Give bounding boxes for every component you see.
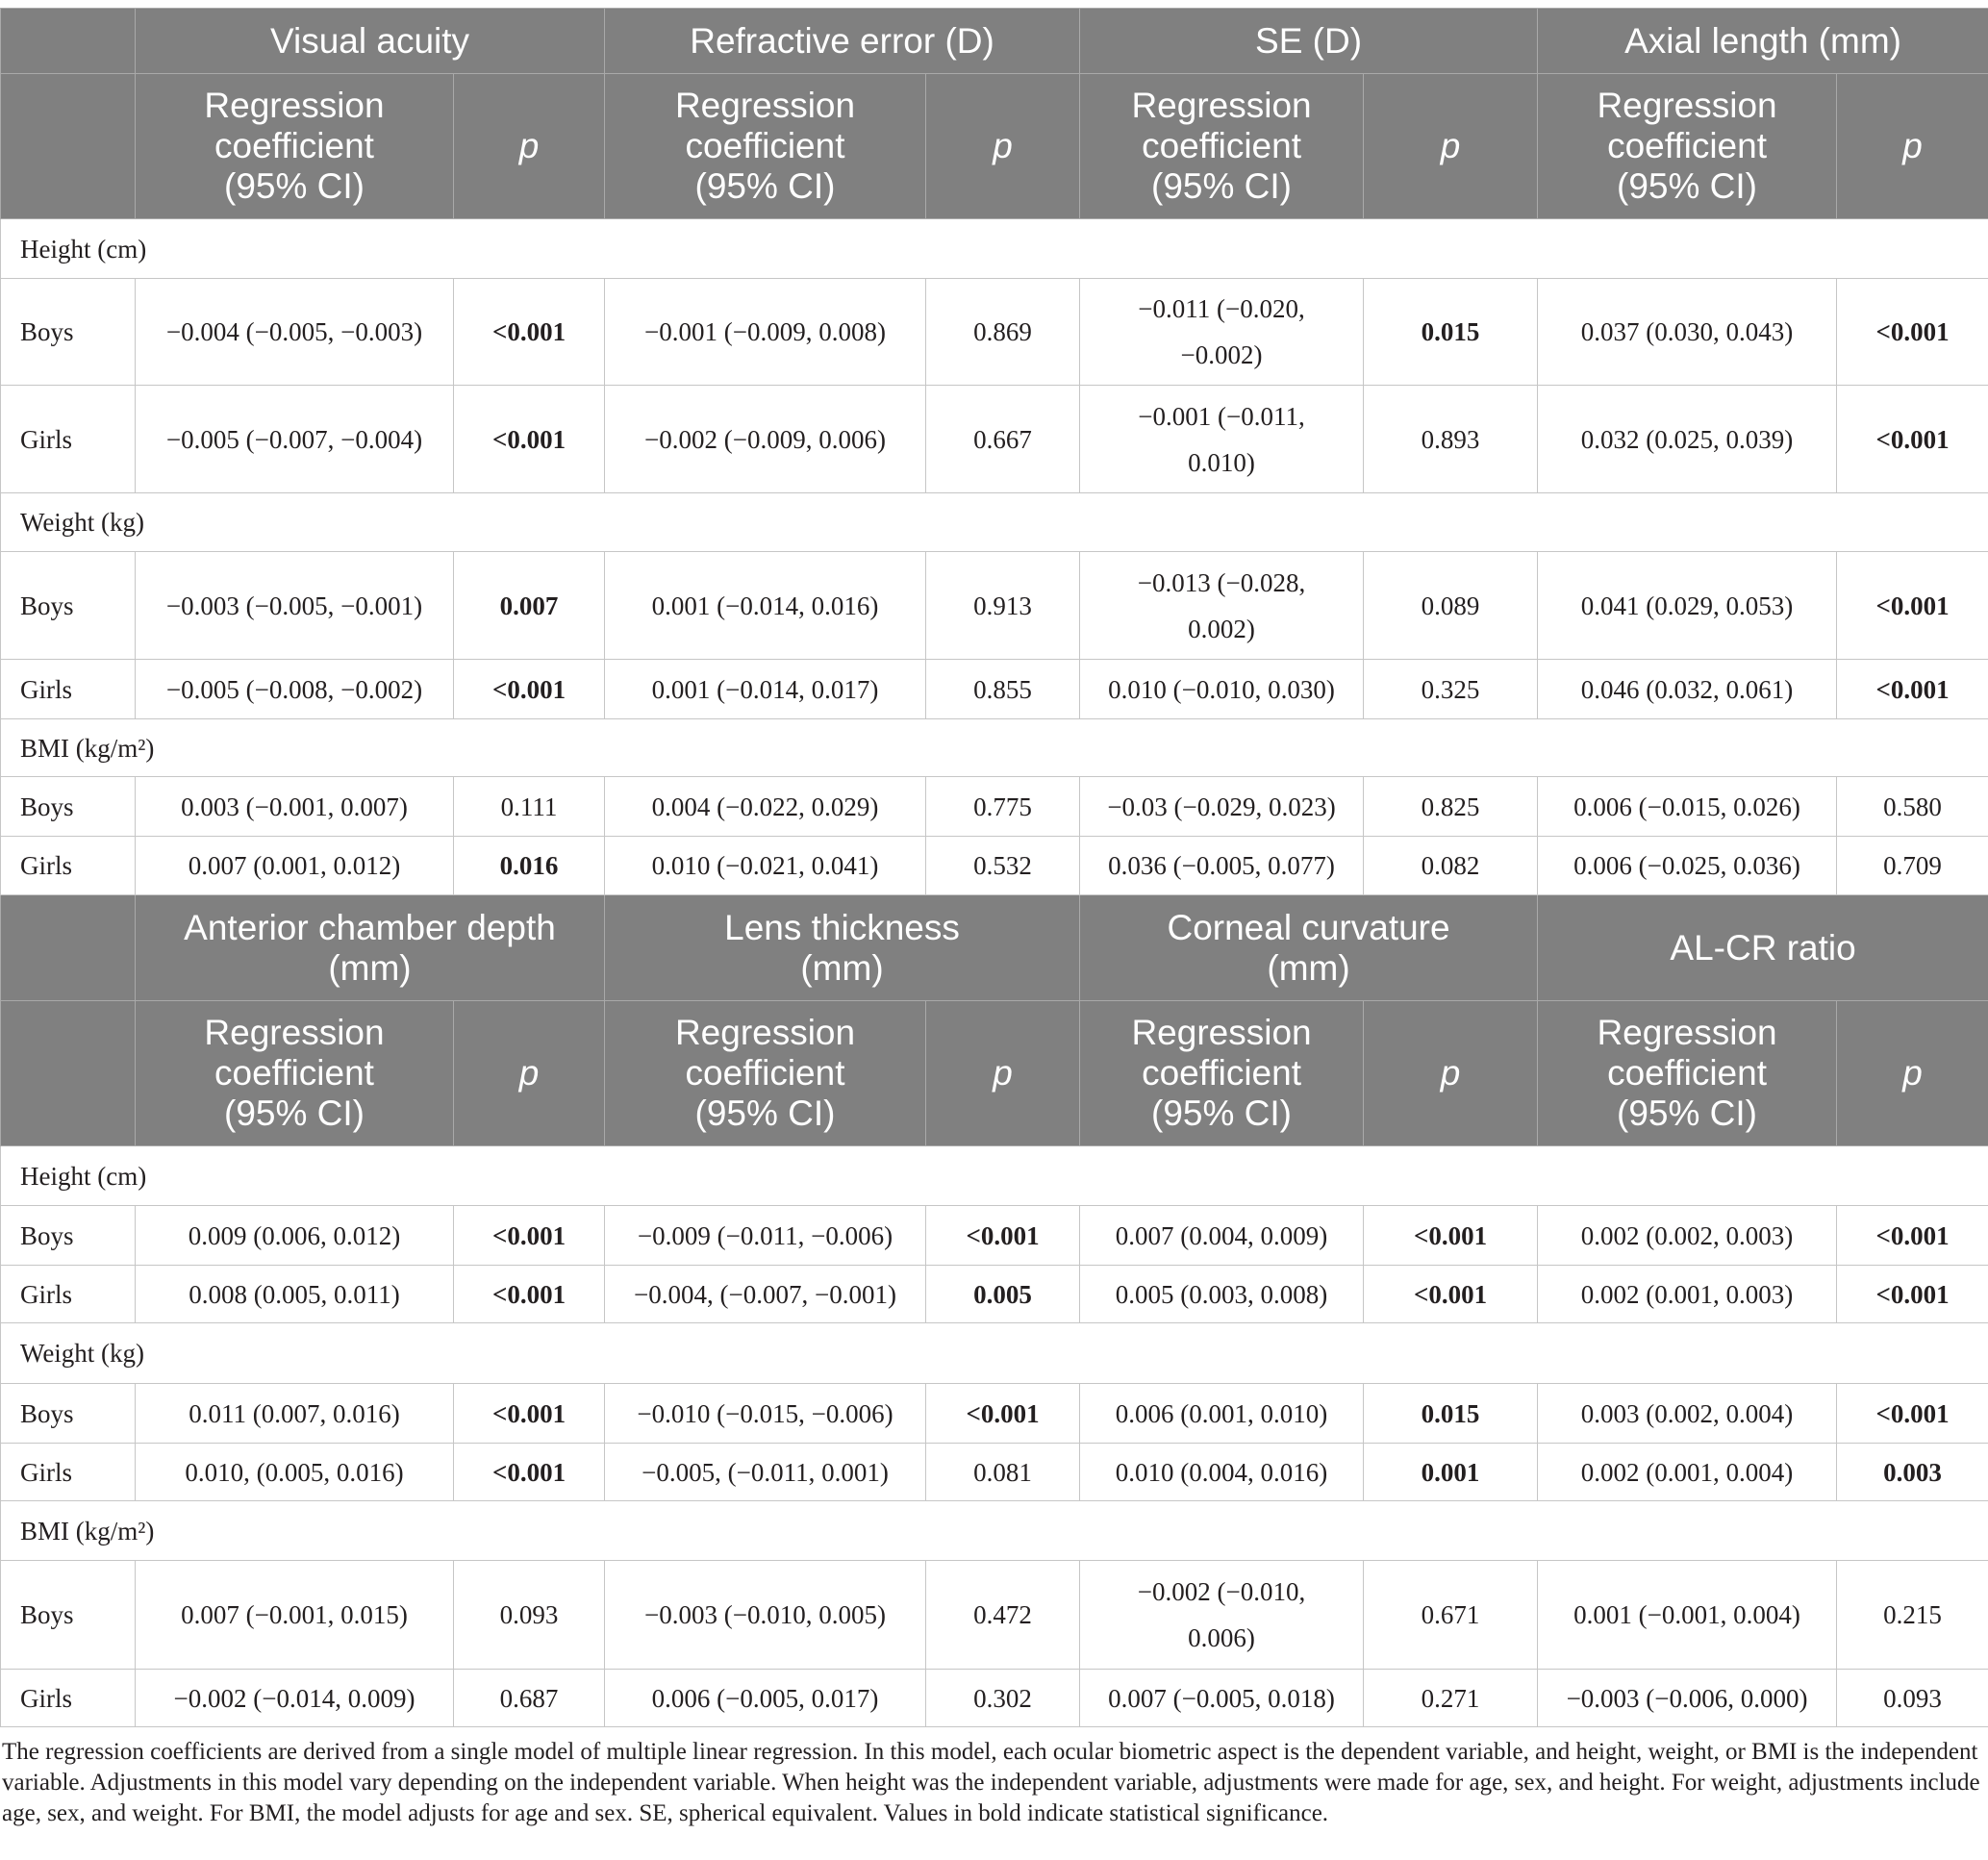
p-value-cell: 0.001: [1364, 1444, 1538, 1501]
table-row: [1, 1670, 1988, 1727]
subheader-row: [1, 1001, 1988, 1146]
p-value-cell: <0.001: [454, 660, 605, 719]
coefficient-value: −0.010 (−0.015, −0.006): [637, 1398, 893, 1428]
coefficient-value: 0.046 (0.032, 0.061): [1580, 674, 1794, 704]
table-row: [1, 279, 1988, 386]
p-value-cell: 0.472: [926, 1561, 1080, 1670]
p-value-cell: <0.001: [1364, 1206, 1538, 1266]
column-header-label: AL-CR ratio: [1670, 927, 1856, 968]
p-value-cell: 0.580: [1837, 777, 1988, 837]
coefficient-value: −0.003 (−0.010, 0.005): [644, 1600, 886, 1629]
coefficient-value: 0.005 (0.003, 0.008): [1115, 1279, 1328, 1309]
p-value-cell: <0.001: [1837, 386, 1988, 493]
coefficient-cell: [1080, 279, 1364, 386]
p-header-label: p: [1902, 1053, 1923, 1093]
p-header-cell: [454, 1001, 605, 1146]
group-label-cell: BMI (kg/m²): [1, 719, 1988, 777]
coefficient-cell: [1080, 1266, 1364, 1323]
coefficient-cell: [1080, 1670, 1364, 1727]
column-header-cell: [1538, 9, 1988, 74]
row-label-cell: Boys: [1, 777, 136, 837]
p-value-cell: 0.869: [926, 279, 1080, 386]
coefficient-cell: [605, 1444, 926, 1501]
coefficient-cell: [136, 1561, 454, 1670]
column-header-cell: [136, 895, 605, 1001]
coefficient-cell: [605, 837, 926, 895]
group-label-cell: Weight (kg): [1, 493, 1988, 552]
row-label-cell: Girls: [1, 1670, 136, 1727]
column-header-label: Refractive error (D): [690, 20, 994, 61]
column-header-label: Axial length (mm): [1624, 20, 1901, 61]
header-corner-cell: [1, 74, 136, 219]
coefficient-cell: [136, 1266, 454, 1323]
p-value-cell: 0.271: [1364, 1670, 1538, 1727]
p-value-cell: 0.825: [1364, 777, 1538, 837]
p-value-cell: 0.215: [1837, 1561, 1988, 1670]
p-value-cell: <0.001: [926, 1206, 1080, 1266]
coefficient-cell: [136, 777, 454, 837]
p-value-cell: <0.001: [1837, 1206, 1988, 1266]
coefficient-value: −0.004 (−0.005, −0.003): [165, 317, 423, 346]
coefficient-header-cell: [605, 1001, 926, 1146]
coefficient-value: 0.007 (−0.005, 0.018): [1108, 1683, 1335, 1713]
p-header-cell: [1364, 74, 1538, 219]
p-header-label: p: [518, 126, 540, 165]
coefficient-value: 0.006 (0.001, 0.010): [1115, 1398, 1328, 1428]
p-value-cell: <0.001: [454, 1384, 605, 1444]
coefficient-value: −0.011 (−0.020, −0.002): [1138, 294, 1305, 369]
column-header-label: SE (D): [1255, 20, 1363, 61]
coefficient-value: −0.03 (−0.029, 0.023): [1107, 792, 1336, 821]
coefficient-cell: [136, 386, 454, 493]
p-value-cell: 0.005: [926, 1266, 1080, 1323]
coefficient-header-label: Regression coefficient (95% CI): [674, 1013, 856, 1133]
coefficient-value: −0.013 (−0.028, 0.002): [1137, 567, 1306, 643]
coefficient-value: −0.002 (−0.010, 0.006): [1137, 1577, 1306, 1652]
coefficient-value: 0.003 (0.002, 0.004): [1580, 1398, 1794, 1428]
p-value-cell: 0.893: [1364, 386, 1538, 493]
coefficient-cell: [1538, 386, 1837, 493]
column-header-label: Visual acuity: [269, 20, 470, 61]
coefficient-cell: [605, 1561, 926, 1670]
coefficient-value: 0.006 (−0.015, 0.026): [1573, 792, 1800, 821]
p-header-label: p: [1440, 1053, 1461, 1093]
column-header-cell: [605, 895, 1080, 1001]
p-header-label: p: [993, 1053, 1013, 1093]
coefficient-value: −0.001 (−0.011, 0.010): [1138, 401, 1305, 477]
coefficient-header-label: Regression coefficient (95% CI): [204, 1013, 385, 1133]
coefficient-cell: [1538, 1266, 1837, 1323]
coefficient-cell: [1538, 660, 1837, 719]
row-label-cell: Boys: [1, 552, 136, 660]
coefficient-header-label: Regression coefficient (95% CI): [1597, 86, 1777, 206]
coefficient-header-cell: [1538, 74, 1837, 219]
row-label-cell: Boys: [1, 1384, 136, 1444]
coefficient-cell: [1538, 1670, 1837, 1727]
table-row: [1, 552, 1988, 660]
coefficient-value: 0.036 (−0.005, 0.077): [1108, 851, 1335, 880]
coefficient-value: 0.006 (−0.025, 0.036): [1573, 851, 1800, 880]
coefficient-header-cell: [1080, 74, 1364, 219]
coefficient-value: 0.003 (−0.001, 0.007): [181, 792, 408, 821]
coefficient-header-label: Regression coefficient (95% CI): [1131, 86, 1312, 206]
coefficient-value: 0.006 (−0.005, 0.017): [651, 1683, 879, 1713]
p-header-label: p: [993, 126, 1013, 165]
table-footnote: The regression coefficients are derived from a single model of multiple linear regression. In this model, each ocular biometric aspect is the dependent variable, and height, weight, or BMI is the independent variable. Adjustments in this model vary depending on the independent variable. When height was the independent variable, adjustments were made for age, sex, and height. For weight, adjustments include age, sex, and weight. For BMI, the model adjusts for age and sex. SE, spherical equivalent. Values in bold indicate statistical significance.: [2, 1739, 1980, 1826]
row-label-cell: Boys: [1, 279, 136, 386]
coefficient-cell: [1080, 1206, 1364, 1266]
coefficient-cell: [1080, 552, 1364, 660]
table-body: [1, 9, 1988, 1727]
coefficient-cell: [605, 660, 926, 719]
p-value-cell: 0.089: [1364, 552, 1538, 660]
coefficient-value: 0.001 (−0.001, 0.004): [1573, 1600, 1800, 1629]
coefficient-value: 0.002 (0.002, 0.003): [1580, 1220, 1794, 1250]
p-value-cell: 0.093: [454, 1561, 605, 1670]
p-value-cell: 0.015: [1364, 279, 1538, 386]
coefficient-value: 0.010 (−0.010, 0.030): [1108, 674, 1335, 704]
row-label-cell: Girls: [1, 386, 136, 493]
p-value-cell: 0.081: [926, 1444, 1080, 1501]
p-value-cell: 0.671: [1364, 1561, 1538, 1670]
p-value-cell: 0.082: [1364, 837, 1538, 895]
coefficient-header-label: Regression coefficient (95% CI): [1131, 1013, 1312, 1133]
coefficient-cell: [605, 279, 926, 386]
subheader-row: [1, 74, 1988, 219]
p-value-cell: 0.775: [926, 777, 1080, 837]
p-value-cell: <0.001: [1837, 279, 1988, 386]
coefficient-value: −0.003 (−0.006, 0.000): [1566, 1683, 1808, 1713]
group-label-cell: Height (cm): [1, 1146, 1988, 1206]
row-label-cell: Girls: [1, 837, 136, 895]
column-header-label: Lens thickness (mm): [724, 907, 960, 988]
p-value-cell: <0.001: [454, 279, 605, 386]
p-value-cell: 0.913: [926, 552, 1080, 660]
coefficient-cell: [1080, 1444, 1364, 1501]
group-label-row: [1, 219, 1988, 279]
coefficient-cell: [605, 386, 926, 493]
coefficient-cell: [136, 1670, 454, 1727]
coefficient-value: −0.005 (−0.007, −0.004): [165, 424, 423, 454]
coefficient-value: 0.004 (−0.022, 0.029): [651, 792, 879, 821]
header-corner-cell: [1, 895, 136, 1001]
column-header-cell: [1538, 895, 1988, 1001]
column-header-cell: [605, 9, 1080, 74]
table-row: [1, 1561, 1988, 1670]
coefficient-cell: [1080, 1384, 1364, 1444]
coefficient-value: −0.002 (−0.009, 0.006): [644, 424, 886, 454]
group-label-row: [1, 493, 1988, 552]
coefficient-cell: [605, 1670, 926, 1727]
coefficient-cell: [136, 552, 454, 660]
coefficient-header-label: Regression coefficient (95% CI): [204, 86, 385, 206]
p-value-cell: 0.855: [926, 660, 1080, 719]
coefficient-value: 0.007 (−0.001, 0.015): [181, 1600, 408, 1629]
coefficient-value: 0.011 (0.007, 0.016): [189, 1398, 400, 1428]
p-value-cell: <0.001: [454, 386, 605, 493]
p-value-cell: <0.001: [1837, 660, 1988, 719]
coefficient-value: 0.007 (0.001, 0.012): [188, 851, 401, 880]
coefficient-value: −0.001 (−0.009, 0.008): [644, 317, 886, 346]
coefficient-cell: [136, 1206, 454, 1266]
p-header-cell: [1837, 74, 1988, 219]
p-value-cell: <0.001: [1837, 552, 1988, 660]
p-header-label: p: [1440, 126, 1461, 165]
column-header-cell: [1080, 9, 1538, 74]
coefficient-value: 0.001 (−0.014, 0.017): [651, 674, 879, 704]
coefficient-cell: [1080, 837, 1364, 895]
table-row: [1, 1206, 1988, 1266]
coefficient-cell: [605, 777, 926, 837]
coefficient-value: 0.008 (0.005, 0.011): [189, 1279, 400, 1309]
p-value-cell: 0.093: [1837, 1670, 1988, 1727]
coefficient-cell: [1080, 386, 1364, 493]
coefficient-value: 0.010 (−0.021, 0.041): [651, 851, 879, 880]
p-value-cell: 0.015: [1364, 1384, 1538, 1444]
coefficient-cell: [1538, 1206, 1837, 1266]
coefficient-value: 0.041 (0.029, 0.053): [1580, 591, 1794, 620]
group-label-cell: Weight (kg): [1, 1323, 1988, 1384]
group-label-cell: Height (cm): [1, 219, 1988, 279]
coefficient-header-label: Regression coefficient (95% CI): [1597, 1013, 1777, 1133]
group-label-row: [1, 1501, 1988, 1561]
coefficient-header-cell: [136, 74, 454, 219]
header-corner-cell: [1, 1001, 136, 1146]
coefficient-value: 0.032 (0.025, 0.039): [1580, 424, 1794, 454]
p-value-cell: <0.001: [1364, 1266, 1538, 1323]
coefficient-header-label: Regression coefficient (95% CI): [674, 86, 856, 206]
header-corner-cell: [1, 9, 136, 74]
coefficient-cell: [1538, 837, 1837, 895]
coefficient-value: 0.001 (−0.014, 0.016): [651, 591, 879, 620]
table-row: [1, 660, 1988, 719]
coefficient-value: 0.010, (0.005, 0.016): [185, 1457, 404, 1487]
row-label-cell: Girls: [1, 660, 136, 719]
coefficient-cell: [605, 1384, 926, 1444]
p-header-cell: [926, 1001, 1080, 1146]
p-value-cell: 0.007: [454, 552, 605, 660]
coefficient-value: −0.002 (−0.014, 0.009): [173, 1683, 415, 1713]
coefficient-value: −0.005, (−0.011, 0.001): [642, 1457, 889, 1487]
column-header-cell: [1080, 895, 1538, 1001]
table-row: [1, 386, 1988, 493]
regression-table: [0, 8, 1988, 1727]
coefficient-header-cell: [605, 74, 926, 219]
column-header-cell: [136, 9, 605, 74]
column-header-label: Corneal curvature (mm): [1167, 907, 1450, 988]
p-value-cell: 0.016: [454, 837, 605, 895]
coefficient-cell: [1080, 660, 1364, 719]
table-row: [1, 1444, 1988, 1501]
coefficient-cell: [1080, 1561, 1364, 1670]
p-header-cell: [1364, 1001, 1538, 1146]
column-header-label: Anterior chamber depth (mm): [184, 907, 556, 988]
p-value-cell: 0.003: [1837, 1444, 1988, 1501]
p-value-cell: <0.001: [454, 1206, 605, 1266]
p-value-cell: 0.687: [454, 1670, 605, 1727]
p-value-cell: <0.001: [454, 1444, 605, 1501]
coefficient-value: 0.007 (0.004, 0.009): [1115, 1220, 1328, 1250]
row-label-cell: Boys: [1, 1206, 136, 1266]
row-label-cell: Boys: [1, 1561, 136, 1670]
table-row: [1, 777, 1988, 837]
coefficient-cell: [1538, 552, 1837, 660]
coefficient-cell: [136, 1444, 454, 1501]
group-label-row: [1, 1146, 1988, 1206]
p-header-label: p: [518, 1053, 540, 1093]
coefficient-header-cell: [1080, 1001, 1364, 1146]
coefficient-value: −0.005 (−0.008, −0.002): [165, 674, 423, 704]
column-header-row: [1, 895, 1988, 1001]
p-value-cell: <0.001: [1837, 1384, 1988, 1444]
p-value-cell: 0.302: [926, 1670, 1080, 1727]
coefficient-cell: [1538, 777, 1837, 837]
table-row: [1, 1266, 1988, 1323]
p-value-cell: 0.709: [1837, 837, 1988, 895]
group-label-cell: BMI (kg/m²): [1, 1501, 1988, 1561]
p-value-cell: 0.111: [454, 777, 605, 837]
coefficient-cell: [136, 660, 454, 719]
coefficient-value: −0.003 (−0.005, −0.001): [165, 591, 423, 620]
column-header-row: [1, 9, 1988, 74]
coefficient-value: −0.009 (−0.011, −0.006): [637, 1220, 893, 1250]
group-label-row: [1, 1323, 1988, 1384]
coefficient-value: 0.002 (0.001, 0.004): [1580, 1457, 1794, 1487]
row-label-cell: Girls: [1, 1444, 136, 1501]
coefficient-header-cell: [1538, 1001, 1837, 1146]
p-header-label: p: [1902, 126, 1923, 165]
p-value-cell: <0.001: [926, 1384, 1080, 1444]
coefficient-cell: [136, 1384, 454, 1444]
group-label-row: [1, 719, 1988, 777]
p-header-cell: [1837, 1001, 1988, 1146]
p-value-cell: <0.001: [454, 1266, 605, 1323]
table-figure: [0, 8, 1988, 1829]
coefficient-cell: [605, 552, 926, 660]
coefficient-value: 0.009 (0.006, 0.012): [188, 1220, 401, 1250]
coefficient-cell: [605, 1206, 926, 1266]
p-value-cell: 0.532: [926, 837, 1080, 895]
coefficient-value: 0.037 (0.030, 0.043): [1580, 317, 1794, 346]
coefficient-value: 0.010 (0.004, 0.016): [1115, 1457, 1328, 1487]
coefficient-cell: [1538, 1444, 1837, 1501]
p-header-cell: [926, 74, 1080, 219]
table-row: [1, 1384, 1988, 1444]
coefficient-cell: [136, 279, 454, 386]
coefficient-cell: [1538, 1384, 1837, 1444]
p-value-cell: 0.667: [926, 386, 1080, 493]
p-header-cell: [454, 74, 605, 219]
coefficient-cell: [605, 1266, 926, 1323]
coefficient-cell: [1080, 777, 1364, 837]
coefficient-cell: [136, 837, 454, 895]
coefficient-cell: [1538, 279, 1837, 386]
coefficient-header-cell: [136, 1001, 454, 1146]
table-row: [1, 837, 1988, 895]
coefficient-value: 0.002 (0.001, 0.003): [1580, 1279, 1794, 1309]
coefficient-cell: [1538, 1561, 1837, 1670]
row-label-cell: Girls: [1, 1266, 136, 1323]
p-value-cell: 0.325: [1364, 660, 1538, 719]
coefficient-value: −0.004, (−0.007, −0.001): [634, 1279, 896, 1309]
p-value-cell: <0.001: [1837, 1266, 1988, 1323]
